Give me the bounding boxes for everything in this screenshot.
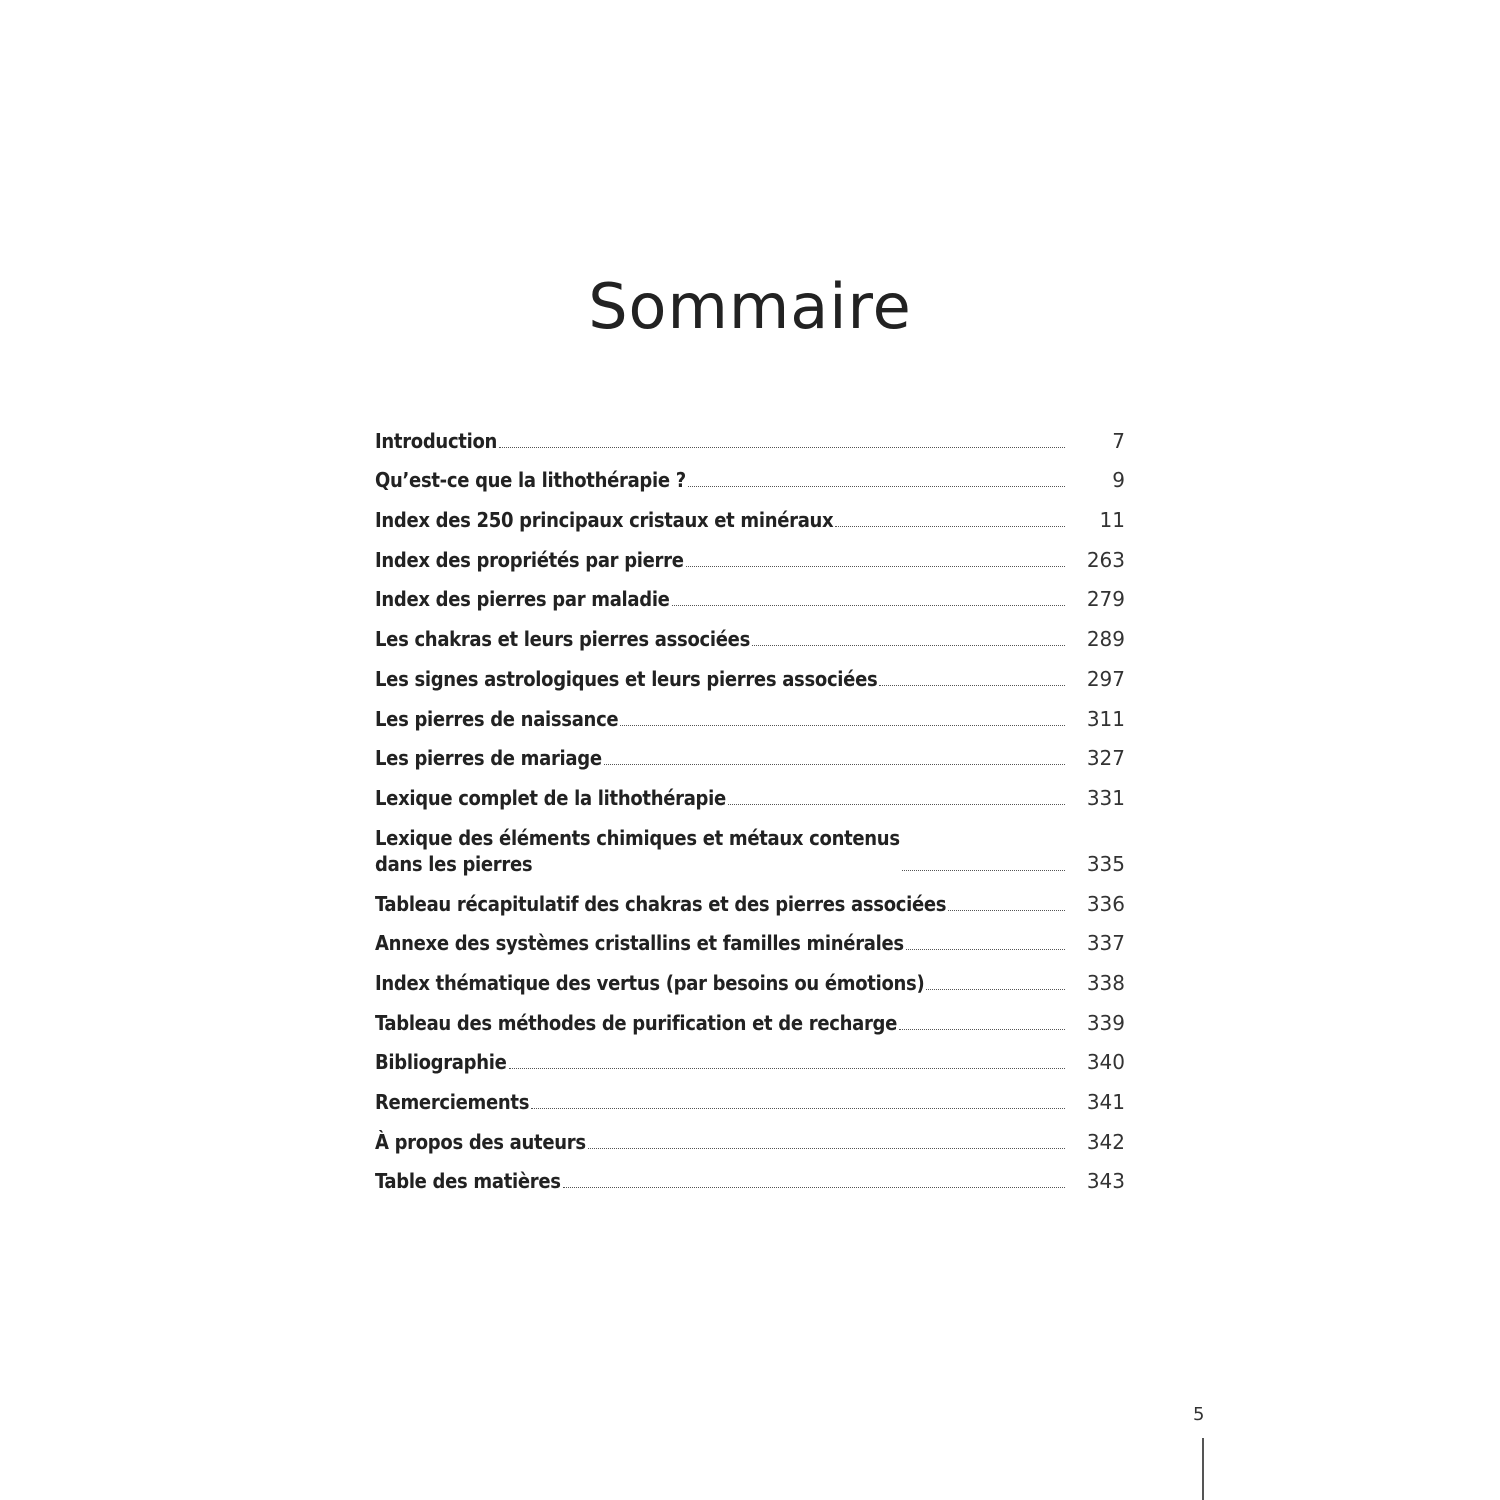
folio-rule <box>1202 1438 1204 1500</box>
toc-entry-page: 342 <box>1086 1129 1125 1154</box>
dot-leader <box>926 989 1065 990</box>
toc-entry-page: 337 <box>1086 931 1125 956</box>
toc-entry-label: Index thématique des vertus (par besoins ou émotions) <box>375 970 925 995</box>
toc-entry-label-line1: Lexique des éléments chimiques et métaux contenus <box>375 825 900 850</box>
toc-entry-label-line2: dans les pierres <box>375 851 533 876</box>
toc-entry[interactable] <box>375 811 1125 877</box>
toc-entry-page: 331 <box>1086 785 1125 810</box>
toc-entry-page: 338 <box>1086 970 1125 995</box>
toc-entry-page: 11 <box>1099 508 1125 533</box>
toc-entry-page: 263 <box>1086 547 1125 572</box>
toc-entry[interactable] <box>375 692 1125 732</box>
dot-leader <box>604 764 1065 765</box>
toc-entry[interactable] <box>375 652 1125 692</box>
dot-leader <box>902 870 1065 871</box>
toc-entry-label: Les chakras et leurs pierres associées <box>375 627 750 652</box>
toc-entry-label: Les signes astrologiques et leurs pierres associées <box>375 666 878 691</box>
toc-entry[interactable] <box>375 573 1125 613</box>
toc-entry[interactable] <box>375 493 1125 533</box>
toc-entry-label: Annexe des systèmes cristallins et familles minérales <box>375 931 904 956</box>
page-number: 5 <box>1193 1404 1205 1425</box>
dot-leader <box>688 486 1065 487</box>
toc-entry[interactable] <box>375 533 1125 573</box>
toc-entry-page: 9 <box>1112 468 1125 493</box>
toc-entry[interactable] <box>375 1115 1125 1155</box>
toc-entry-label: Introduction <box>375 428 498 453</box>
dot-leader <box>531 1108 1065 1109</box>
toc-entry-page: 340 <box>1086 1050 1125 1075</box>
toc-entry[interactable] <box>375 917 1125 957</box>
dot-leader <box>499 447 1065 448</box>
toc-entry-label-wrap <box>375 825 900 877</box>
toc-entry[interactable] <box>375 1075 1125 1115</box>
toc-entry-page: 279 <box>1086 587 1125 612</box>
toc-entry[interactable] <box>375 732 1125 772</box>
toc-entry[interactable] <box>375 454 1125 494</box>
toc-entry-page: 341 <box>1086 1090 1125 1114</box>
toc-entry-page: 7 <box>1112 428 1125 453</box>
toc-entry-page: 339 <box>1086 1010 1125 1035</box>
dot-leader <box>620 725 1065 726</box>
toc-entry[interactable] <box>375 414 1125 454</box>
toc-entry-label: Bibliographie <box>375 1050 507 1075</box>
toc-entry-page: 336 <box>1086 891 1125 916</box>
toc-entry-page: 311 <box>1086 706 1125 731</box>
toc-entry-label: Table des matières <box>375 1169 561 1194</box>
dot-leader <box>686 566 1065 567</box>
dot-leader <box>835 526 1065 527</box>
dot-leader <box>948 910 1065 911</box>
page-title: Sommaire <box>588 269 912 343</box>
toc-entry[interactable] <box>375 956 1125 996</box>
dot-leader <box>509 1068 1065 1069</box>
dot-leader <box>899 1029 1065 1030</box>
toc-entry-label: Tableau des méthodes de purification et de recharge <box>375 1010 898 1035</box>
toc-entry[interactable] <box>375 1036 1125 1076</box>
toc-entry[interactable] <box>375 877 1125 917</box>
toc-entry[interactable] <box>375 612 1125 652</box>
toc-entry-page: 343 <box>1086 1169 1125 1194</box>
toc-entry-label: Index des propriétés par pierre <box>375 547 684 572</box>
dot-leader <box>879 685 1065 686</box>
dot-leader <box>728 804 1065 805</box>
dot-leader <box>588 1148 1065 1149</box>
toc-entry-page: 335 <box>1086 851 1125 876</box>
toc-entry-label: Qu’est-ce que la lithothérapie ? <box>375 468 686 493</box>
dot-leader <box>752 645 1065 646</box>
toc-entry-page: 289 <box>1086 627 1125 652</box>
dot-leader <box>672 605 1065 606</box>
toc-entry-label: Index des 250 principaux cristaux et minéraux <box>375 508 834 533</box>
toc-entry-label: À propos des auteurs <box>375 1129 586 1154</box>
toc-entry[interactable] <box>375 1155 1125 1195</box>
toc-entry-label: Tableau récapitulatif des chakras et des pierres associées <box>375 891 947 916</box>
toc-entry-page: 297 <box>1086 666 1125 691</box>
toc-entry-page: 327 <box>1086 746 1125 771</box>
toc-entry[interactable] <box>375 771 1125 811</box>
toc-entry-label: Les pierres de mariage <box>375 746 602 771</box>
toc-entry-label: Index des pierres par maladie <box>375 587 670 612</box>
table-of-contents <box>375 414 1125 1194</box>
toc-entry-label: Les pierres de naissance <box>375 706 619 731</box>
toc-entry-label: Remerciements <box>375 1090 530 1114</box>
toc-entry[interactable] <box>375 996 1125 1036</box>
toc-entry-label: Lexique complet de la lithothérapie <box>375 785 726 810</box>
dot-leader <box>906 949 1065 950</box>
dot-leader <box>563 1187 1065 1188</box>
